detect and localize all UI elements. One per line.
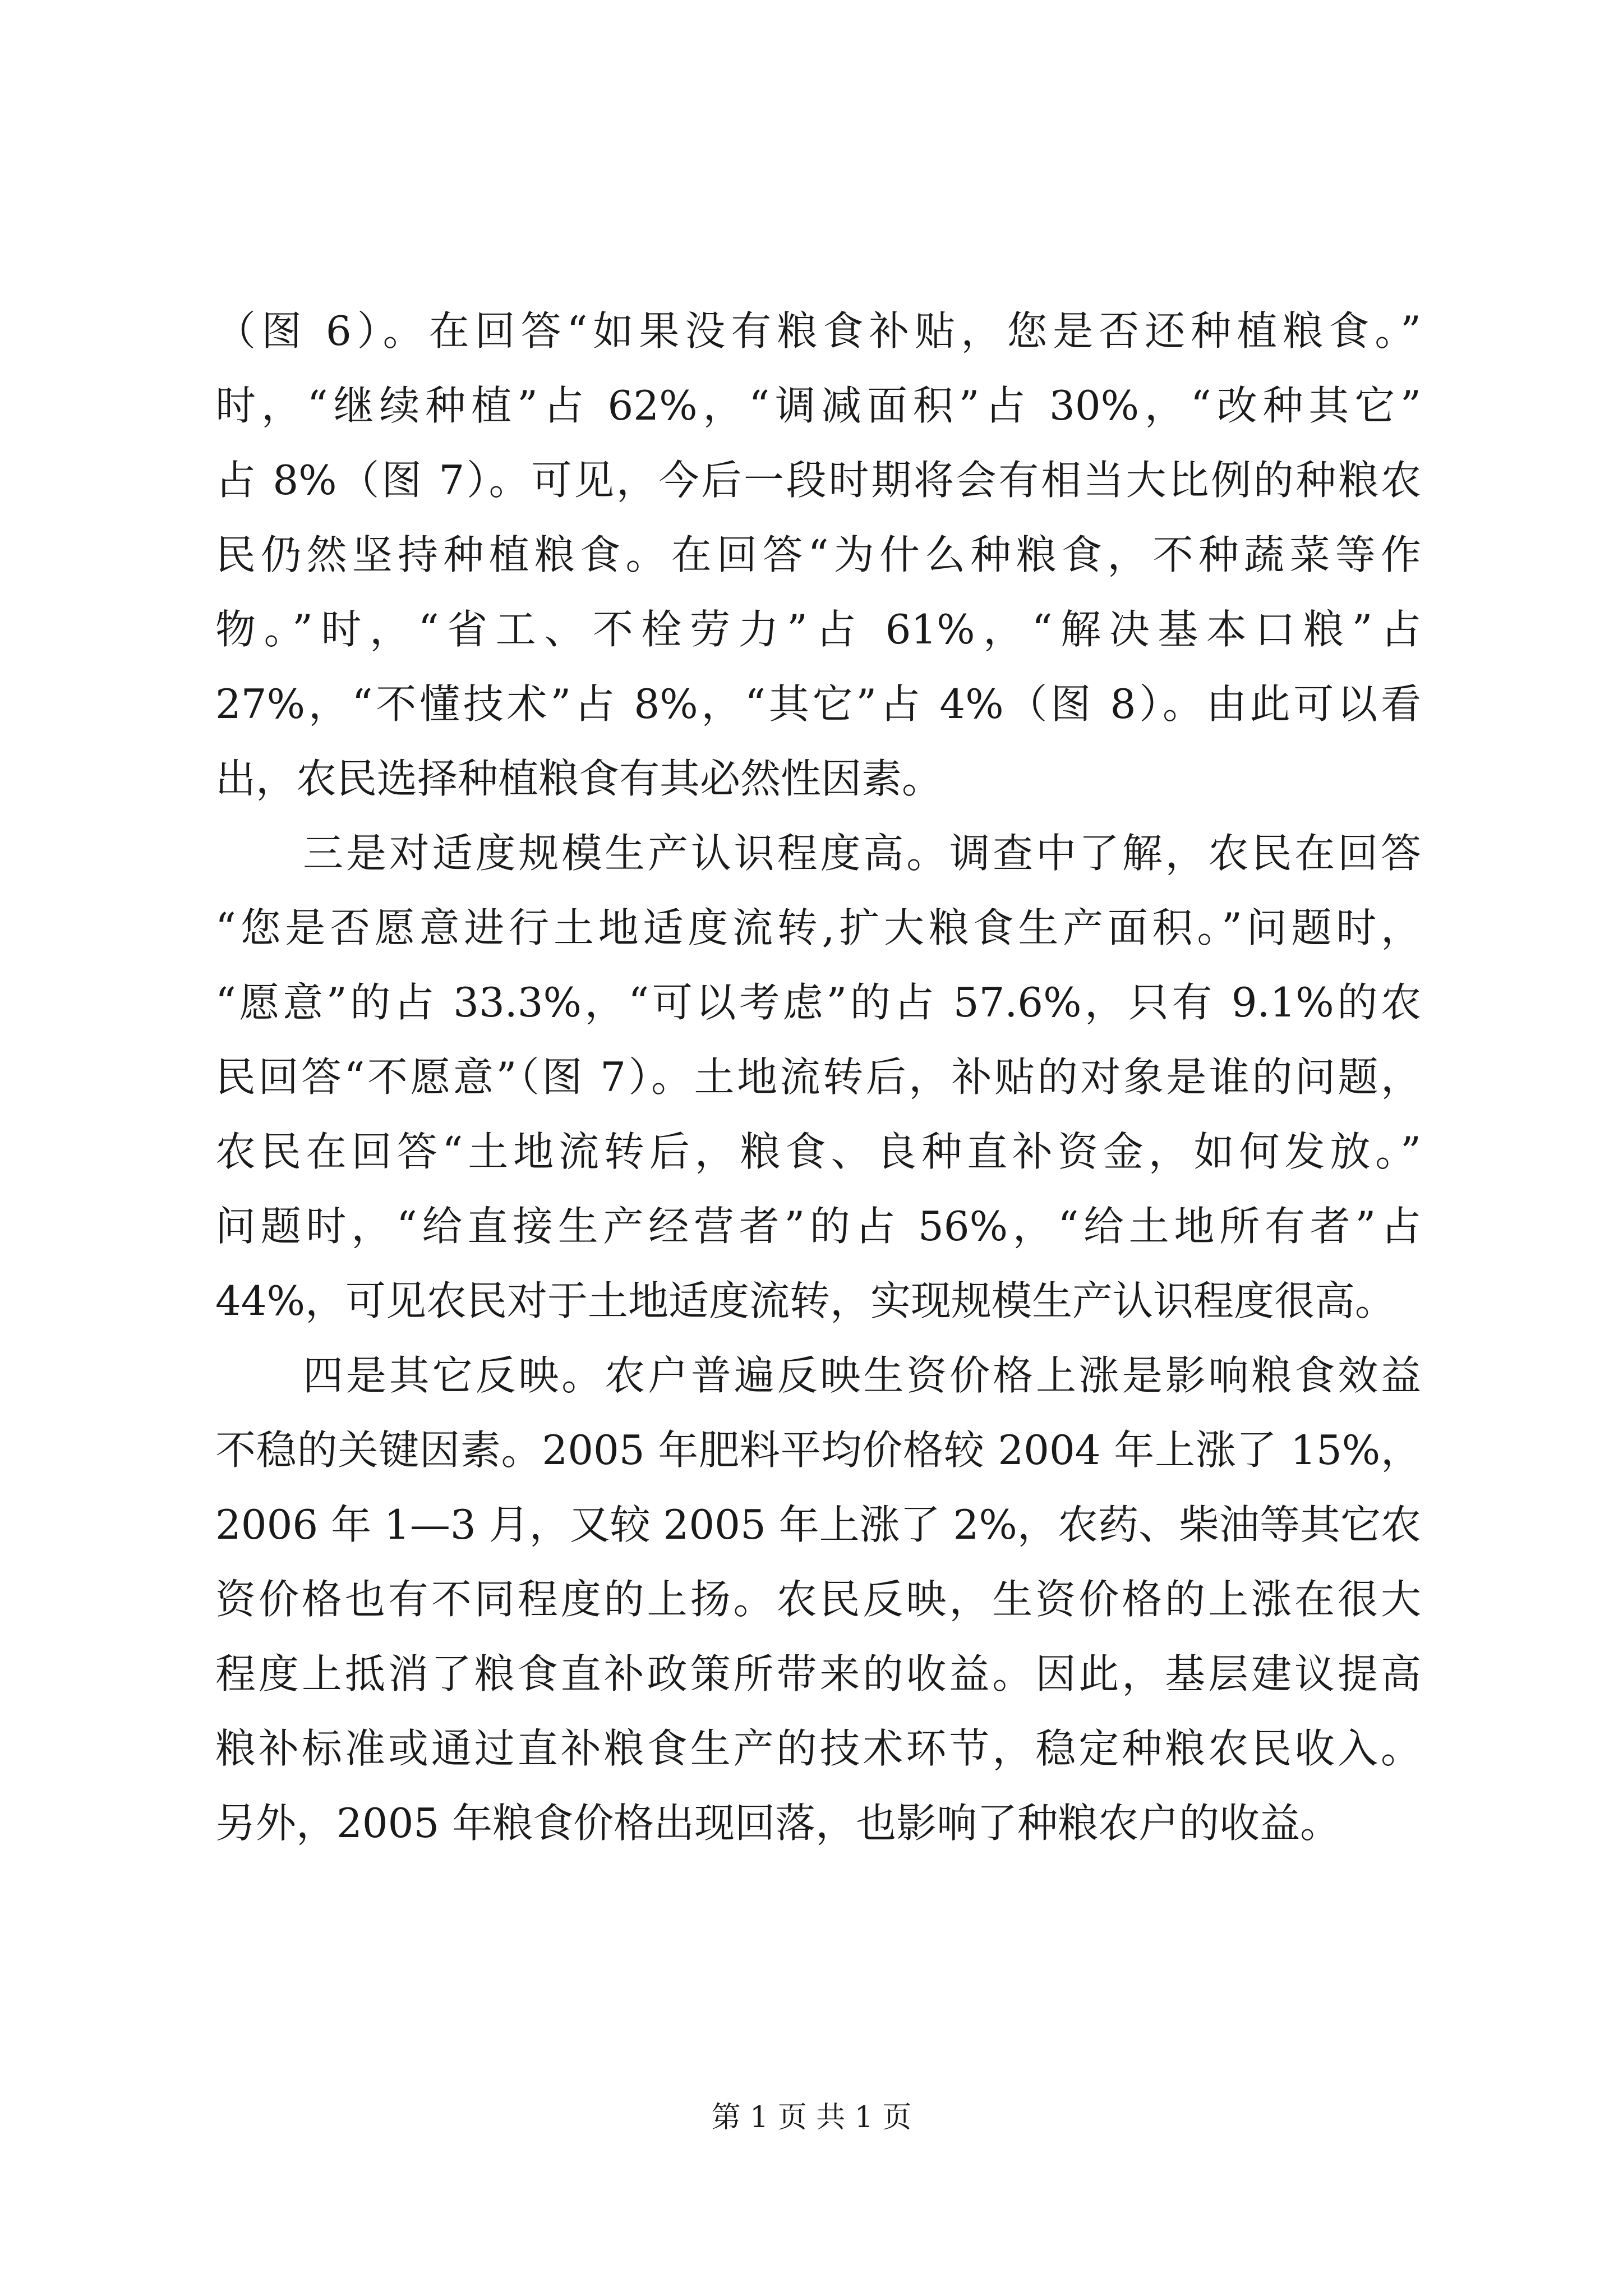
body-text-line: （图 6）。在回答“如果没有粮食补贴，您是否还种植粮食。” — [215, 307, 1421, 355]
body-text-line: 44%，可见农民对于土地适度流转，实现规模生产认识程度很高。 — [215, 1277, 1396, 1324]
body-text-line: 27%，“不懂技术”占 8%，“其它”占 4%（图 8）。由此可以看 — [215, 680, 1421, 728]
body-text-line: 不稳的关键因素。2005 年肥料平均价格较 2004 年上涨了 15%， — [215, 1427, 1421, 1474]
body-text-line: 程度上抵消了粮食直补政策所带来的收益。因此，基层建议提高 — [215, 1650, 1421, 1697]
body-text-line: 物。”时，“省工、不栓劳力”占 61%，“解决基本口粮”占 — [215, 606, 1421, 653]
body-text-line: 农民在回答“土地流转后，粮食、良种直补资金，如何发放。” — [215, 1128, 1421, 1175]
page-footer: 第 1 页 共 1 页 — [711, 2101, 912, 2134]
body-text-line: “愿意”的占 33.3%，“可以考虑”的占 57.6%，只有 9.1%的农 — [215, 979, 1421, 1026]
body-text-line: 2006 年 1—3 月，又较 2005 年上涨了 2%，农药、柴油等其它农 — [215, 1501, 1421, 1548]
body-text-line: 资价格也有不同程度的上扬。农民反映，生资价格的上涨在很大 — [215, 1576, 1421, 1623]
body-text-line: “您是否愿意进行土地适度流转,扩大粮食生产面积。”问题时， — [215, 904, 1421, 951]
body-text-line: 占 8%（图 7）。可见，今后一段时期将会有相当大比例的种粮农 — [215, 457, 1421, 504]
body-text-line: 民仍然坚持种植粮食。在回答“为什么种粮食，不种蔬菜等作 — [215, 531, 1421, 578]
body-text-line: 问题时，“给直接生产经营者”的占 56%，“给土地所有者”占 — [215, 1203, 1421, 1250]
body-text-line: 粮补标准或通过直补粮食生产的技术环节，稳定种粮农民收入。 — [215, 1725, 1421, 1772]
body-text-line: 出，农民选择种植粮食有其必然性因素。 — [215, 755, 943, 802]
paragraph-first-line: 三是对适度规模生产认识程度高。调查中了解，农民在回答 — [303, 830, 1421, 877]
paragraph-first-line: 四是其它反映。农户普遍反映生资价格上涨是影响粮食效益 — [303, 1352, 1421, 1399]
body-text-line: 时，“继续种植”占 62%，“调减面积”占 30%，“改种其它” — [215, 382, 1421, 429]
body-text-line: 民回答“不愿意”（图 7）。土地流转后，补贴的对象是谁的问题， — [215, 1053, 1421, 1101]
body-text-line: 另外，2005 年粮食价格出现回落，也影响了种粮农户的收益。 — [215, 1800, 1341, 1847]
